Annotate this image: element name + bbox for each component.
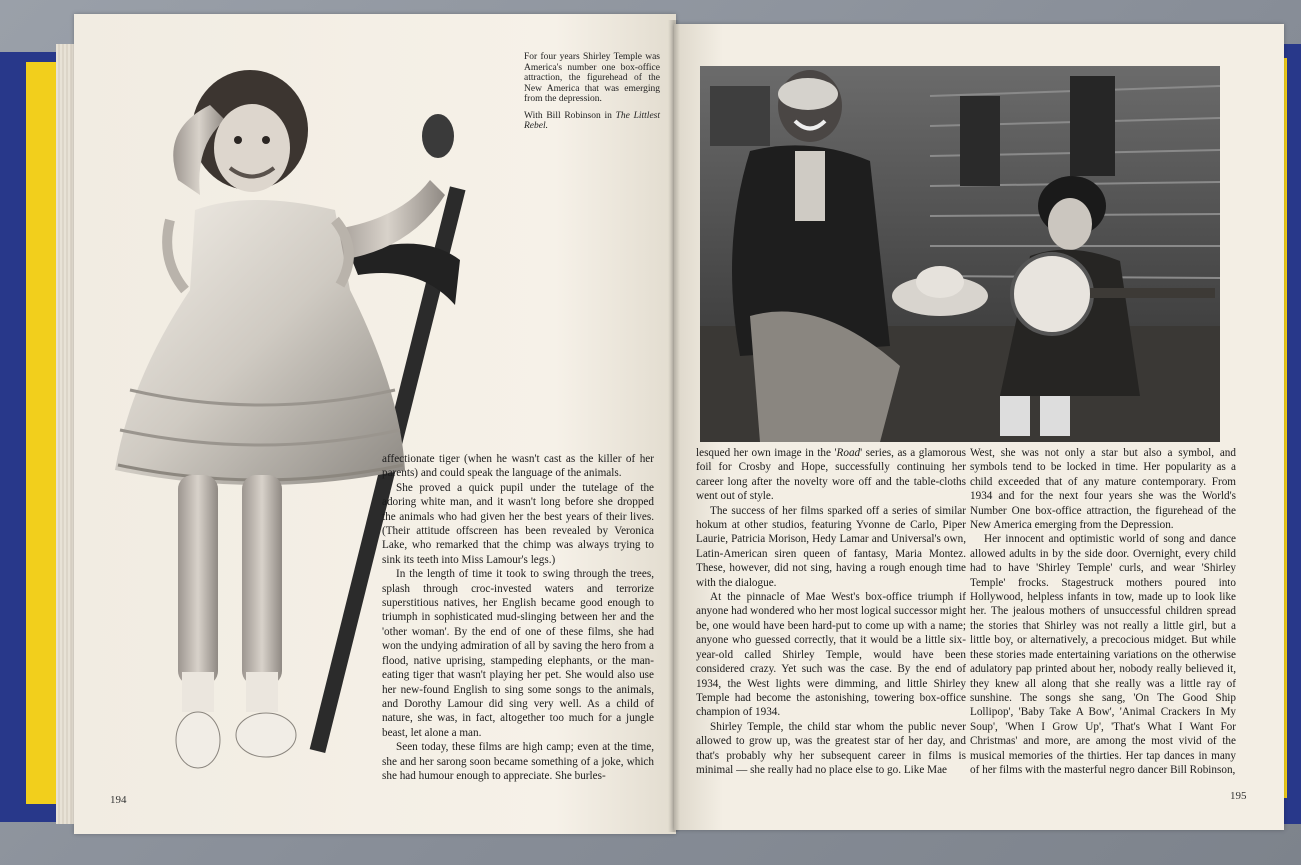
photo-caption	[524, 52, 660, 138]
caption-credit-title: The Littlest Rebel.	[524, 110, 661, 131]
caption-credit	[524, 111, 660, 132]
paragraph: At the pinnacle of Mae West's box-office triumph if anyone had wondered who her most logical successor might be, one would have been hard-put to come up with a name; anyone who guessed correctly, that it would be a little six-year-old called Shirley Temple, would have been considered crazy. Yet such was the case. By the end of 1934, the West lights were dimming, and little Shirley Temple had become the astonishing, towering box-office champion of 1934.	[696, 591, 966, 719]
text-column-2	[696, 446, 966, 777]
italic-film-title: Road	[836, 447, 861, 459]
paragraph: West, she was not only a star but also a symbol, and symbols tend to be locked in time. Her popularity as a child exceeded that of any mature contemporary. From 1934 and for the next four years she was the World's Number One box-office attraction, the figurehead of the New America emerging from the Depression.	[970, 447, 1236, 532]
paragraph: In the length of time it took to swing through the trees, splash through croc-invested waters and terrorize superstitious natives, her English became good enough to triumph in sophisticated mud-slinging between her and the 'other woman'. By the end of one of these films, she had won the undying admiration of all by saving the hero from a flood, native uprising, stampeding elephants, or the man-eating tiger that wasn't playing her pet. She would also use her new-found English to sing some songs to the animals, and Dorothy Lamour did sing very well. As a child of nature, she was, in fact, altogether too much for a jungle beast, let alone a man.	[382, 568, 654, 739]
paragraph-text-start: lesqued her own image in the '	[696, 447, 837, 459]
paragraph: affectionate tiger (when he wasn't cast as the killer of her parents) and could speak the language of the animals.	[382, 453, 654, 480]
caption-text: For four years Shirley Temple was America's number one box-office attraction, the figurehead of the New America that was emerging from the depression.	[524, 52, 660, 104]
paragraph	[696, 446, 966, 504]
photo-bill-robinson-banjo	[700, 66, 1220, 442]
caption-credit-prefix: With Bill Robinson in	[524, 110, 612, 121]
paragraph: Seen today, these films are high camp; even at the time, she and her sarong soon became something of a joke, which she had humour enough to appreciate. She burles-	[382, 741, 654, 782]
book-gutter	[668, 20, 680, 832]
paragraph-text-end: ' series, as a glamorous foil for Crosby and Hope, successfully continuing her career long after the novelty wore off and the table-cloths went out of style.	[696, 447, 966, 503]
page-number-left: 194	[110, 794, 127, 806]
paragraph: Her innocent and optimistic world of song and dance allowed adults in by the side door. Overnight, every child had to have 'Shirley Temple' curls, and wear 'Shirley Temple' frocks. Stagestruck mothers poured into Hollywood, helpless infants in tow, made up to look like her. The jealous mothers of unsuccessful children spread the stories that Shirley was not really a little girl, but a little boy, or alternatively, a precocious midget. But while these stories made entertaining variations on the otherwise adulatory pap printed about her, nobody really believed it, they knew all along that she really was a little ray of sunshine. The songs she sang, 'On The Good Ship Lollipop', 'Baby Take A Bow', 'Animal Crackers In My Soup', 'When I Grow Up', 'That's What I Want For Christmas' and more, are among the most vivid of the musical memories of the thirties. Her tap dances in many of her films with the masterful negro dancer Bill Robinson,	[970, 533, 1236, 776]
paragraph: Shirley Temple, the child star whom the public never allowed to grow up, was the greatest star of her day, and that's probably why her subsequent career in films is minimal — she really had no place else to go. Like Mae	[696, 720, 966, 776]
text-column-1	[382, 452, 654, 783]
paragraph: She proved a quick pupil under the tutelage of the adoring white man, and it wasn't long before she dropped the animals who had given her the best years of their lives. (Their attitude offscreen has been revealed by Veronica Lake, who remarked that the chimp was always trying to sink its teeth into Miss Lamour's legs.)	[382, 481, 654, 566]
text-column-3	[970, 446, 1236, 777]
paragraph: The success of her films sparked off a series of similar hokum at other studios, featuring Yvonne de Carlo, Piper Laurie, Patricia Morison, Hedy Lamar and Universal's own, Latin-American siren queen of fantasy, Maria Montez. These, however, did not sing, having a rough enough time with the dialogue.	[696, 504, 966, 589]
page-number-right: 195	[1230, 790, 1247, 802]
